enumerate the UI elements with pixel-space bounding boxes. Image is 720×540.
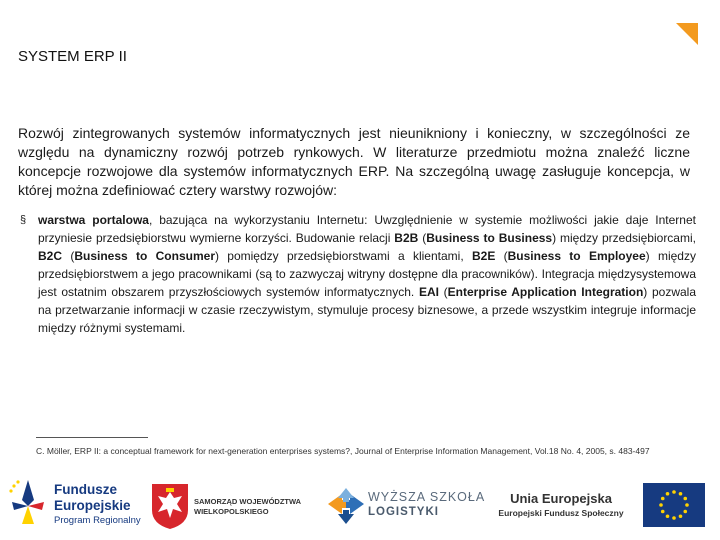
bullet-text: ) pozwala na przetwarzanie informacji w czasie rzeczywistym, stymuluje procesy biznesowe, a przede wszystkim integruje informacje między różnymi systemami. (38, 285, 696, 335)
eu-flag-star (666, 492, 670, 496)
bullet-text: ) pomiędzy przedsiębiorstwami a klientami, (214, 249, 472, 263)
eu-flag-star (683, 510, 687, 514)
bullet-text: ( (62, 249, 75, 263)
term-b2b-full: Business to Business (426, 231, 553, 245)
eu-flag-star (672, 516, 676, 520)
wsl-line1: WYŻSZA SZKOŁA (368, 490, 486, 504)
fe-line1: Fundusze (54, 482, 117, 497)
eu-flag-star (666, 514, 670, 518)
fe-line2: Europejskie (54, 498, 131, 513)
eu-flag-star (661, 497, 665, 501)
term-eai: EAI (418, 285, 439, 299)
logo-fundusze-europejskie (8, 476, 148, 532)
eu-flag-star (679, 514, 683, 518)
term-eai-full: Enterprise Application Integration (447, 285, 644, 299)
wlkp-line2: WIELKOPOLSKIEGO (194, 507, 269, 516)
wsl-line2: LOGISTYKI (368, 506, 439, 518)
eu-flag-icon (643, 483, 705, 527)
fe-line3: Program Regionalny (54, 515, 141, 526)
bullet-text: ) między przedsiębiorcami, (552, 231, 696, 245)
arrows-logo-icon (326, 486, 366, 526)
eu-flag-star (659, 503, 663, 507)
footnote: C. Möller, ERP II: a conceptual framework for next-generation enterprises systems?, Journal of Enterprise Information Management, Vol.18 No. 4, 2005, s. 483-497 (36, 446, 650, 456)
term-b2e: B2E (471, 249, 496, 263)
slide-title: SYSTEM ERP II (18, 48, 127, 65)
eu-flag-star (672, 490, 676, 494)
eu-funds-star-icon (8, 478, 48, 532)
ue-line2: Europejski Fundusz Społeczny (498, 508, 624, 518)
eu-flag-star (679, 492, 683, 496)
term-b2c-full: Business to Consumer (74, 249, 215, 263)
bullet-text: , bazująca na wykorzystaniu Internetu: Uwzględnienie w systemie możliwości jakie daje Internet przyniesie przedsiębiorstwu wymierne korzyści. Budowanie relacji (38, 213, 696, 245)
eagle-crest-icon (150, 482, 190, 530)
logo-samorzad-wielkopolski (150, 482, 320, 532)
eu-flag-star (661, 510, 665, 514)
bullet-list (20, 211, 696, 337)
bullet-item-portal-layer (20, 211, 696, 337)
term-b2b: B2B (394, 231, 419, 245)
bullet-text: ( (418, 231, 427, 245)
bullet-text: ( (495, 249, 508, 263)
logo-unia-europejska (488, 490, 634, 526)
eu-flag-star (683, 497, 687, 501)
wlkp-line1: SAMORZĄD WOJEWÓDZTWA (194, 497, 302, 506)
ue-line1: Unia Europejska (510, 491, 612, 506)
footnote-divider (36, 437, 148, 438)
intro-paragraph: Rozwój zintegrowanych systemów informatycznych jest nieunikniony i konieczny, w szczególności ze względu na dynamiczny rozwój potrzeb rynkowych. W literaturze przedmiotu można znaleźć liczne koncepcje rozwojowe dla systemów informatycznych ERP. Na szczególną uwagę zasługuje koncepcja, w której można zdefiniować cztery warstwy rozwojów: (18, 125, 690, 198)
bullet-marker: § (20, 214, 27, 226)
term-portal-layer: warstwa portalowa (38, 213, 149, 227)
bullet-text: ) między przedsiębiorstwem a jego pracownikami (są to zazwyczaj witryny dostępne dla pracowników). Integracja międzysystemowa jest ostatnim obszarem przyszłościowych systemów informatycznych. (38, 249, 696, 299)
logo-wyzsza-szkola-logistyki (326, 484, 492, 528)
corner-triangle-icon (676, 23, 698, 45)
eu-flag-star (685, 503, 689, 507)
term-b2e-full: Business to Employee (507, 249, 646, 263)
term-b2c: B2C (38, 249, 63, 263)
bullet-text: ( (438, 285, 448, 299)
